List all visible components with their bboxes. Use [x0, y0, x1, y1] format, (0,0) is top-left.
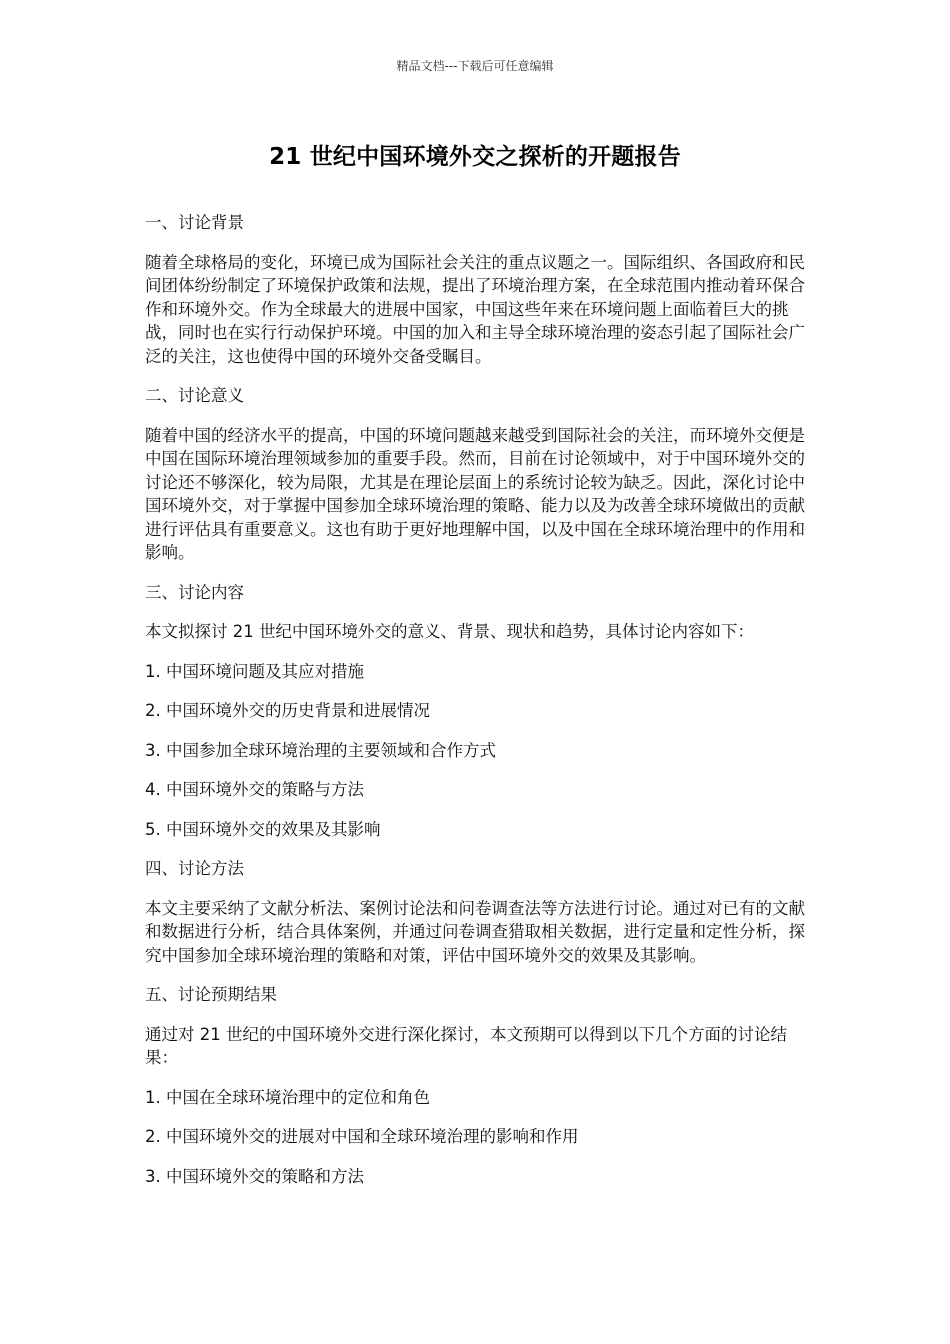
list-item: 1. 中国环境问题及其应对措施: [145, 661, 364, 681]
list-item: 2. 中国环境外交的进展对中国和全球环境治理的影响和作用: [145, 1127, 579, 1146]
section-heading-significance: 二、讨论意义: [145, 386, 244, 405]
list-item: 1. 中国在全球环境治理中的定位和角色: [145, 1087, 430, 1107]
list-item: 3. 中国环境外交的策略和方法: [145, 1166, 364, 1186]
paragraph-results-intro: 通过对 21 世纪的中国环境外交进行深化探讨，本文预期可以得到以下几个方面的讨论结果：: [145, 1024, 787, 1067]
page-header: 精品文档---下载后可任意编辑: [396, 59, 554, 73]
list-item: 5. 中国环境外交的效果及其影响: [145, 819, 381, 839]
document-body: [145, 211, 810, 1204]
list-item: 3. 中国参加全球环境治理的主要领域和合作方式: [145, 740, 496, 760]
list-item: 2. 中国环境外交的历史背景和进展情况: [145, 701, 430, 720]
section-heading-content: 三、讨论内容: [145, 582, 244, 602]
paragraph-method: 本文主要采纳了文献分析法、案例讨论法和问卷调查法等方法进行讨论。通过对已有的文献和数据进行分析，结合具体案例，并通过问卷调查猎取相关数据，进行定量和定性分析，探究中国参加全球环境治理的策略和对策，评估中国环境外交的效果及其影响。: [145, 898, 805, 965]
paragraph-content-intro: 本文拟探讨 21 世纪中国环境外交的意义、背景、现状和趋势，具体讨论内容如下：: [145, 622, 754, 641]
section-heading-method: 四、讨论方法: [145, 859, 244, 878]
list-item: 4. 中国环境外交的策略与方法: [145, 780, 364, 799]
document-title: 21 世纪中国环境外交之探析的开题报告: [269, 144, 681, 170]
section-heading-background: 一、讨论背景: [145, 213, 244, 232]
paragraph-background: 随着全球格局的变化，环境已成为国际社会关注的重点议题之一。国际组织、各国政府和民间团体纷纷制定了环境保护政策和法规，提出了环境治理方案，在全球范围内推动着环保合作和环境外交。作为全球最大的进展中国家，中国这些年来在环境问题上面临着巨大的挑战，同时也在实行行动保护环境。中国的加入和主导全球环境治理的姿态引起了国际社会广泛的关注，这也使得中国的环境外交备受瞩目。: [145, 252, 805, 366]
section-heading-expected-results: 五、讨论预期结果: [145, 985, 277, 1004]
paragraph-significance: 随着中国的经济水平的提高，中国的环境问题越来越受到国际社会的关注，而环境外交便是中国在国际环境治理领域参加的重要手段。然而，目前在讨论领域中，对于中国环境外交的讨论还不够深化，较为局限，尤其是在理论层面上的系统讨论较为缺乏。因此，深化讨论中国环境外交，对于掌握中国参加全球环境治理的策略、能力以及为改善全球环境做出的贡献进行评估具有重要意义。这也有助于更好地理解中国，以及中国在全球环境治理中的作用和影响。: [145, 425, 805, 562]
